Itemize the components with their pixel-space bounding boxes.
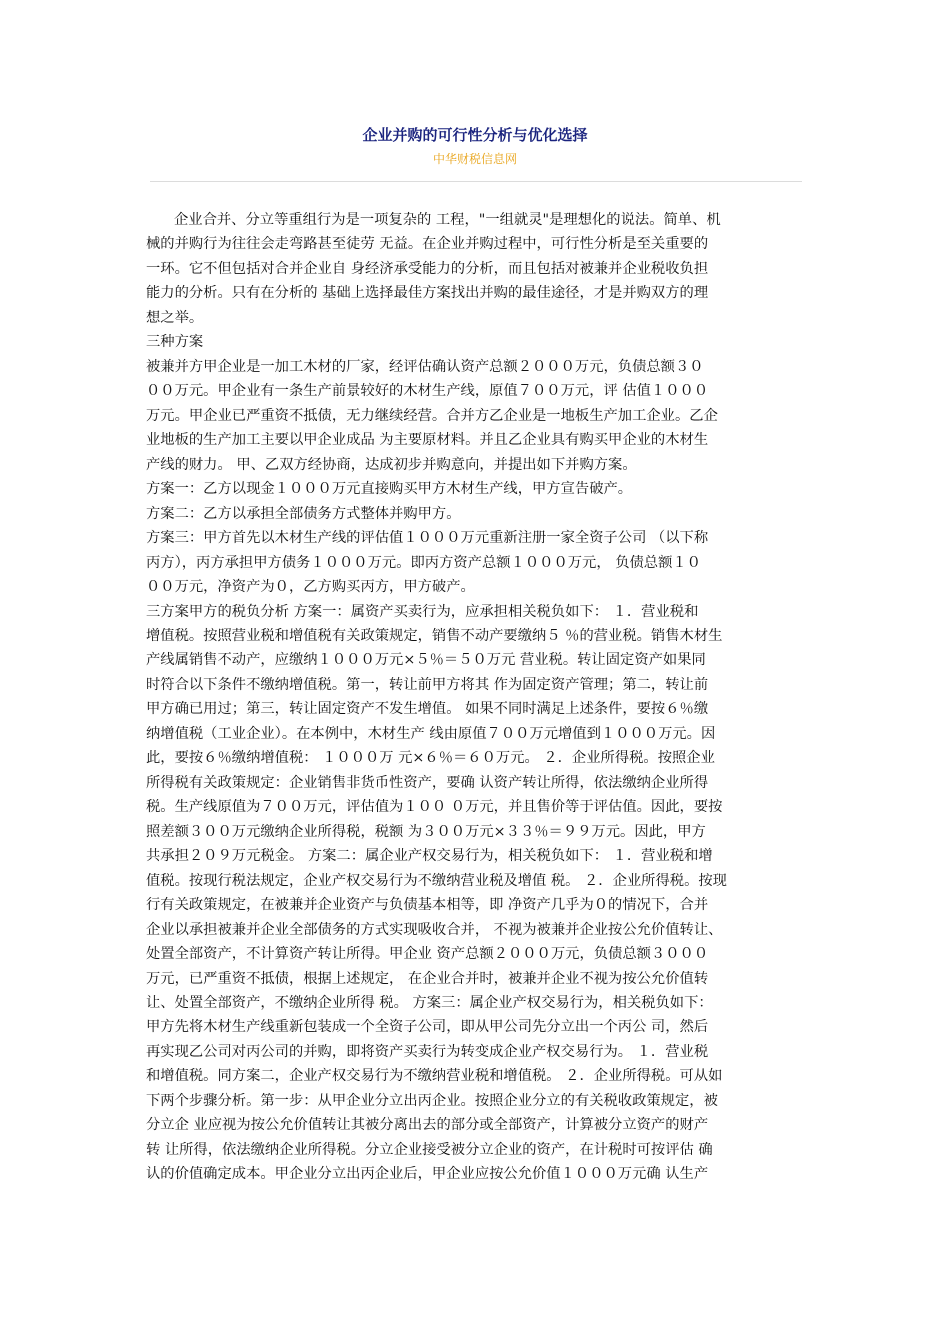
text-line: 纳增值税（工业企业）。在本例中，木材生产 线由原值７００万元增值到１０００万元。因 — [146, 725, 716, 742]
text-line: 丙方），丙方承担甲方债务１０００万元。即丙方资产总额１０００万元， 负债总额１０ — [146, 554, 701, 571]
text-line: 想之举。 — [146, 309, 204, 326]
text-line: ００万元。甲企业有一条生产前景较好的木材生产线，原值７００万元，评 估值１０００ — [146, 383, 709, 400]
text-line: 万元，已严重资不抵债，根据上述规定， 在企业合并时，被兼并企业不视为按公允价值转 — [146, 970, 709, 987]
text-line: 此，要按６％缴纳增值税： １０００万 元×６％＝６０万元。 ２．企业所得税。按照企业 — [146, 750, 715, 767]
text-line: 值税。按现行税法规定，企业产权交易行为不缴纳营业税及增值 税。 ２．企业所得税。按现 — [146, 872, 727, 889]
article-body — [146, 208, 810, 1187]
text-line: 械的并购行为往往会走弯路甚至徒劳 无益。在企业并购过程中，可行性分析是至关重要的 — [146, 236, 709, 253]
text-line: 转 让所得，依法缴纳企业所得税。分立企业接受被分立企业的资产，在计税时可按评估 确 — [146, 1141, 713, 1158]
text-line: 三种方案 — [146, 334, 204, 351]
text-line: 万元。甲企业已严重资不抵债，无力继续经营。合并方乙企业是一地板生产加工企业。乙企 — [146, 407, 718, 424]
text-line: 方案三：甲方首先以木材生产线的评估值１０００万元重新注册一家全资子公司 （以下称 — [146, 530, 709, 547]
text-line: 时符合以下条件不缴纳增值税。第一，转让前甲方将其 作为固定资产管理；第二，转让前 — [146, 676, 709, 693]
text-line: 和增值税。同方案二，企业产权交易行为不缴纳营业税和增值税。 ２．企业所得税。可从如 — [146, 1068, 723, 1085]
text-line: 再实现乙公司对丙公司的并购，即将资产买卖行为转变成企业产权交易行为。 １．营业税 — [146, 1043, 709, 1060]
text-line: 共承担２０９万元税金。 方案二：属企业产权交易行为，相关税负如下： １．营业税和增 — [146, 848, 713, 865]
text-line: 分立企 业应视为按公允价值转让其被分离出去的部分或全部资产，计算被分立资产的财产 — [146, 1117, 709, 1134]
text-line: 下两个步骤分析。第一步：从甲企业分立出丙企业。按照企业分立的有关税收政策规定，被 — [146, 1092, 718, 1109]
text-line: 增值税。按照营业税和增值税有关政策规定，销售不动产要缴纳５ ％的营业税。销售木材生 — [146, 627, 723, 644]
text-line: 所得税有关政策规定：企业销售非货币性资产，要确 认资产转让所得，依法缴纳企业所得 — [146, 774, 709, 791]
text-line: 产线的财力。 甲、乙双方经协商，达成初步并购意向，并提出如下并购方案。 — [146, 456, 637, 473]
text-line: 企业以承担被兼并企业全部债务的方式实现吸收合并， 不视为被兼并企业按公允价值转让、 — [146, 921, 723, 938]
text-line: 方案二：乙方以承担全部债务方式整体并购甲方。 — [146, 505, 461, 522]
text-line: 行有关政策规定，在被兼并企业资产与负债基本相等，即 净资产几乎为０的情况下，合并 — [146, 897, 709, 914]
text-line: 一环。它不但包括对合并企业自 身经济承受能力的分析，而且包括对被兼并企业税收负担 — [146, 260, 709, 277]
text-line: 被兼并方甲企业是一加工木材的厂家，经评估确认资产总额２０００万元，负债总额３０ — [146, 358, 704, 375]
text-line: 能力的分析。只有在分析的 基础上选择最佳方案找出并购的最佳途径，才是并购双方的理 — [146, 285, 709, 302]
text-line: 税。生产线原值为７００万元，评估值为１００ ０万元，并且售价等于评估值。因此，要按 — [146, 799, 723, 816]
text-line: 企业合并、分立等重组行为是一项复杂的 工程，"一组就灵"是理想化的说法。简单、机 — [174, 212, 721, 228]
text-line: 三方案甲方的税负分析 方案一：属资产买卖行为，应承担相关税负如下： １．营业税和 — [146, 603, 699, 620]
text-line: 认的价值确定成本。甲企业分立出丙企业后，甲企业应按公允价值１０００万元确 认生产 — [146, 1166, 709, 1183]
text-line: 甲方先将木材生产线重新包装成一个全资子公司，即从甲公司先分立出一个丙公 司，然后 — [146, 1019, 709, 1036]
text-line: 方案一：乙方以现金１０００万元直接购买甲方木材生产线，甲方宣告破产。 — [146, 481, 633, 498]
text-line: 业地板的生产加工主要以甲企业成品 为主要原材料。并且乙企业具有购买甲企业的木材生 — [146, 432, 709, 449]
header-divider — [150, 181, 802, 182]
text-line: 甲方确已用过；第三，转让固定资产不发生增值。 如果不同时满足上述条件，要按６％缴 — [146, 701, 709, 718]
text-line: ００万元，净资产为０，乙方购买丙方，甲方破产。 — [146, 579, 475, 596]
article-title: 企业并购的可行性分析与优化选择 — [362, 126, 588, 144]
text-line: 处置全部资产，不计算资产转让所得。甲企业 资产总额２０００万元，负债总额３０００ — [146, 946, 709, 963]
text-line: 产线属销售不动产，应缴纳１０００万元×５％＝５０万元 营业税。转让固定资产如果同 — [146, 652, 706, 669]
article-source: 中华财税信息网 — [432, 152, 517, 166]
text-line: 照差额３００万元缴纳企业所得税，税额 为３００万元×３３％＝９９万元。因此，甲方 — [146, 823, 706, 840]
text-line: 让、处置全部资产，不缴纳企业所得 税。 方案三：属企业产权交易行为，相关税负如下： — [146, 995, 713, 1011]
